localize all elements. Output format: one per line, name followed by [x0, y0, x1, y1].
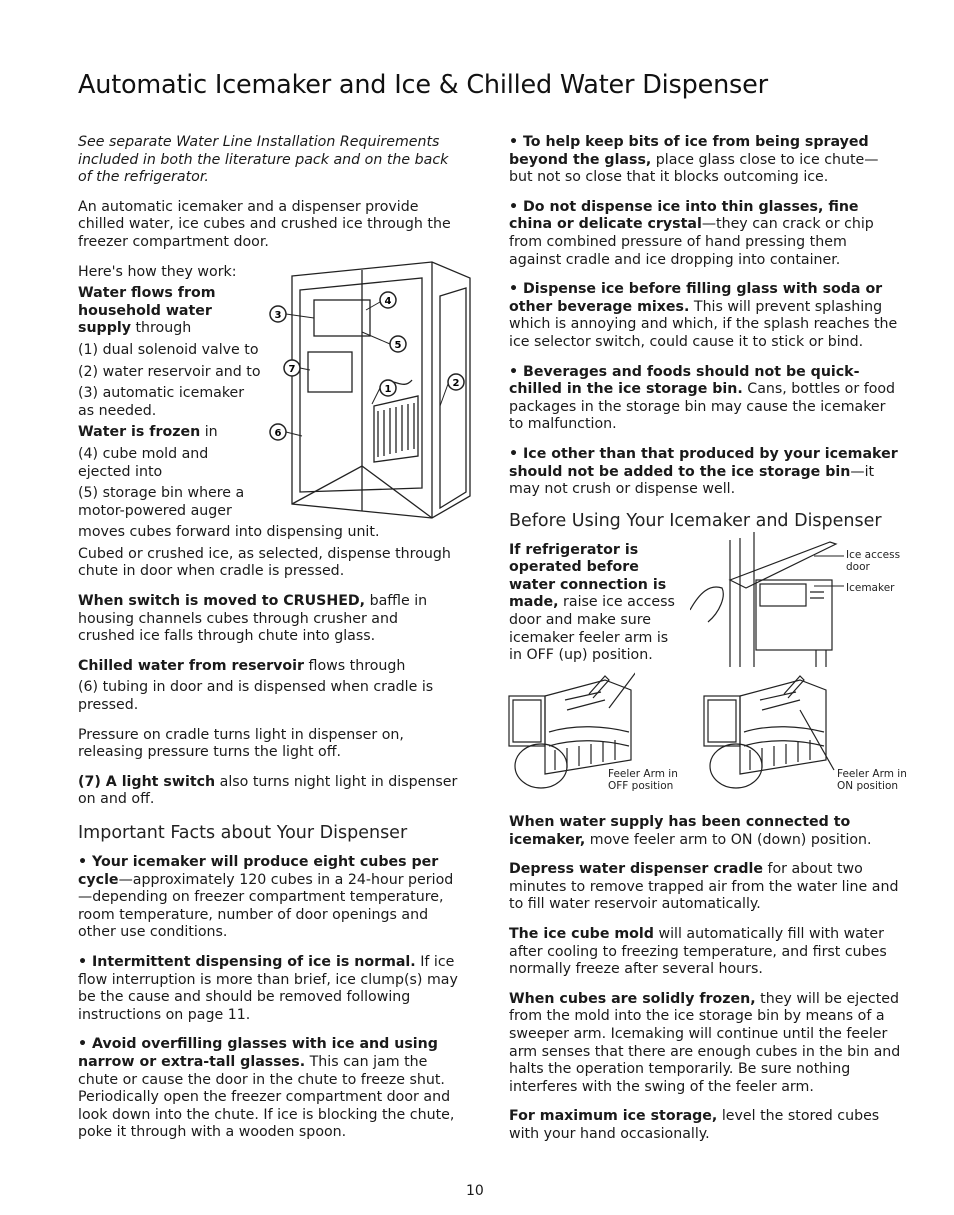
- intro-italic: See separate Water Line Installation Requirements included in both the literature pack and on the back of the refrigerator.: [78, 134, 449, 186]
- right-bullet-4: [509, 364, 901, 434]
- right-bullet-3-bold: • Dispense ice before filling glass with soda or other beverage mixes.: [509, 281, 883, 315]
- mold-bold: The ice cube mold: [509, 925, 654, 942]
- callout-markers: [270, 292, 464, 440]
- step-7-rest: also turns night light in dispenser on and off.: [78, 773, 458, 808]
- solid-rest: they will be ejected from the mold into the ice storage bin by means of a sweeper arm. Icemaking will continue until the feeler arm senses that there are enough cubes in the bin and halts the operation temporarily. Be sure nothing interferes with the swing of the feeler arm.: [509, 990, 901, 1095]
- fact-2-rest: If ice flow interruption is more than brief, ice clump(s) may be the cause and should be removed following instructions on page 11.: [78, 953, 458, 1023]
- pressure-text: Pressure on cradle turns light in dispenser on, releasing pressure turns the light off.: [78, 726, 404, 761]
- fact-1: [78, 854, 458, 942]
- label-leader-lines: [812, 552, 848, 592]
- step-1: (1) dual solenoid valve to: [78, 341, 259, 358]
- step-3: (3) automatic icemaker as needed.: [78, 385, 245, 419]
- max-storage-rest: level the stored cubes with your hand occasionally.: [509, 1108, 880, 1142]
- water-flows-text: [78, 285, 228, 338]
- label-feeler-on: Feeler Arm in ON position: [837, 768, 907, 792]
- how-text: Here's how they work:: [78, 263, 237, 280]
- callout-5: 5: [394, 340, 402, 351]
- right-column-lower: [509, 814, 901, 1156]
- frozen-rest: in: [200, 424, 218, 441]
- step-7: [78, 774, 458, 809]
- page-number: 10: [466, 1183, 484, 1199]
- right-bullet-2-rest: —they can crack or chip from combined pressure of hand pressing them against cradle and ice dropping into container.: [509, 216, 874, 268]
- step-7-bold: (7) A light switch: [78, 773, 216, 790]
- right-bullet-2-bold: • Do not dispense ice into thin glasses, fine china or delicate crystal: [509, 198, 859, 233]
- right-bullet-1-bold: • To help keep bits of ice from being sprayed beyond the glass,: [509, 134, 869, 168]
- right-bullet-3: [509, 281, 901, 351]
- max-storage-text: [509, 1108, 901, 1143]
- label-feeler-off: Feeler Arm in OFF position: [608, 768, 678, 792]
- cubed-text: Cubed or crushed ice, as selected, dispense through chute in door when cradle is pressed.: [78, 545, 451, 580]
- if-operated-bold: If refrigerator is operated before water connection is made,: [509, 541, 667, 611]
- fact-1-bold: • Your icemaker will produce eight cubes per cycle: [78, 854, 439, 888]
- chilled-text: [78, 658, 458, 676]
- right-bullet-5: [509, 446, 901, 499]
- solid-bold: When cubes are solidly frozen,: [509, 990, 756, 1007]
- connected-text: [509, 814, 901, 849]
- fact-2: [78, 954, 458, 1024]
- right-bullet-4-bold: • Beverages and foods should not be quick-chilled in the ice storage bin.: [509, 363, 860, 398]
- step-4: (4) cube mold and ejected into: [78, 445, 209, 480]
- callout-4: 4: [384, 296, 392, 307]
- label-icemaker: Icemaker: [846, 582, 895, 594]
- facts-heading: Important Facts about Your Dispenser: [78, 823, 408, 843]
- callout-2: 2: [452, 378, 460, 389]
- fact-3-rest: This can jam the chute or cause the door in the chute to freeze shut. Periodically open the freezer compartment door and look down into the chute. If ice is blocking the chute, poke it through with a wooden spoon.: [78, 1053, 455, 1141]
- before-heading: Before Using Your Icemaker and Dispenser: [509, 510, 882, 531]
- crushed-bold: When switch is moved to CRUSHED,: [78, 593, 366, 610]
- depress-text: [509, 861, 901, 914]
- right-bullet-3-rest: This will prevent splashing which is annoying and which, if the splash reaches the ice selector switch, could cause it to stick or bind.: [509, 298, 898, 350]
- intro-paragraph: An automatic icemaker and a dispenser provide chilled water, ice cubes and crushed ice through the freezer compartment door.: [78, 198, 451, 250]
- fact-1-rest: —approximately 120 cubes in a 24-hour period—depending on freezer compartment temperature, room temperature, number of door openings and other use conditions.: [78, 871, 454, 941]
- connected-rest: move feeler arm to ON (down) position.: [585, 831, 872, 848]
- crushed-rest: baffle in housing channels cubes through crusher and crushed ice falls through chute into glass.: [78, 593, 428, 645]
- right-bullet-2: [509, 199, 901, 269]
- mold-text: [509, 926, 901, 979]
- chilled-bold: Chilled water from reservoir: [78, 657, 305, 674]
- step-6: (6) tubing in door and is dispensed when cradle is pressed.: [78, 679, 434, 714]
- connected-bold: When water supply has been connected to icemaker,: [509, 814, 851, 848]
- right-bullet-1: [509, 134, 901, 187]
- right-bullet-4-rest: Cans, bottles or food packages in the storage bin may cause the icemaker to malfunction.: [509, 381, 896, 433]
- fact-2-bold: • Intermittent dispensing of ice is normal.: [78, 953, 416, 970]
- depress-rest: for about two minutes to remove trapped air from the water line and to fill water reservoir automatically.: [509, 861, 899, 913]
- max-storage-bold: For maximum ice storage,: [509, 1108, 718, 1125]
- fact-3-bold: • Avoid overfilling glasses with ice and using narrow or extra-tall glasses.: [78, 1036, 438, 1070]
- if-operated-text: [509, 542, 681, 665]
- chilled-rest: flows through: [304, 657, 406, 674]
- callout-1: 1: [384, 384, 392, 395]
- if-operated-rest: raise ice access door and make sure icemaker feeler arm is in OFF (up) position.: [509, 594, 675, 664]
- step-2: (2) water reservoir and to: [78, 363, 261, 380]
- callout-6: 6: [274, 428, 282, 439]
- solid-text: [509, 991, 901, 1097]
- right-bullet-5-rest: —it may not crush or dispense well.: [509, 463, 875, 498]
- crushed-text: [78, 593, 458, 646]
- callout-3: 3: [274, 310, 282, 321]
- right-bullet-5-bold: • Ice other than that produced by your icemaker should not be added to the ice storage bin: [509, 445, 898, 480]
- depress-bold: Depress water dispenser cradle: [509, 861, 763, 878]
- label-ice-access-door: Ice access door: [846, 549, 901, 573]
- mold-rest: will automatically fill with water after cooling to freezing temperature, and first cubes normally freeze after several hours.: [509, 925, 887, 978]
- step-5b: moves cubes forward into dispensing unit.: [78, 524, 380, 541]
- water-flows-bold: Water flows from household water supply: [78, 285, 216, 337]
- callout-7: 7: [288, 364, 296, 375]
- right-bullet-1-rest: place glass close to ice chute—but not so close that it blocks outcoming ice.: [509, 151, 879, 186]
- refrigerator-diagram: [262, 256, 474, 524]
- feeler-arm-on-diagram: [700, 670, 840, 798]
- step-5a: (5) storage bin where a motor-powered auger: [78, 485, 245, 519]
- frozen-bold: Water is frozen: [78, 424, 201, 441]
- water-flows-rest: through: [130, 320, 192, 337]
- page-title: Automatic Icemaker and Ice & Chilled Water Dispenser: [78, 70, 768, 100]
- frozen-text: [78, 424, 283, 442]
- fact-3: [78, 1036, 458, 1142]
